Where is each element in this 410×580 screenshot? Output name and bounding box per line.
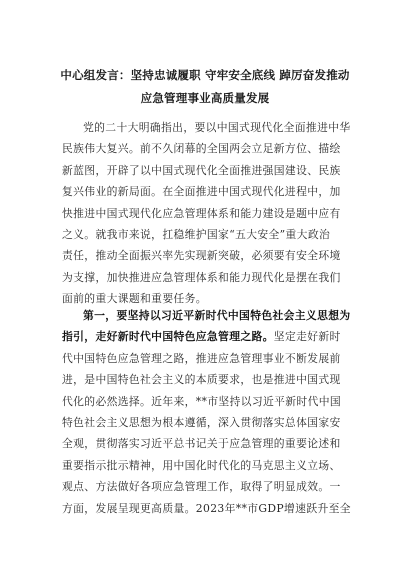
paragraph-line: 代中国特色应急管理之路，推进应急管理事业不断发展前 (62, 351, 341, 365)
paragraph-line: 责任，推动全面振兴率先实现新突破，必须要有安全环境 (62, 249, 341, 263)
paragraph-line (62, 326, 362, 347)
paragraph-line: 快推进中国式现代化应急管理体系和能力建设是题中应有 (62, 206, 341, 220)
paragraph-line: 为支撑，加快推进应急管理体系和能力现代化是摆在我们 (62, 270, 341, 284)
paragraph-line: 方面，发展呈现更高质量。2023年**市GDP增速跃升至全 (62, 501, 351, 515)
paragraph-line: 代化的必然选择。近年来，**市坚持以习近平新时代中国 (62, 394, 342, 408)
paragraph-line: 复兴伟业的新局面。在全面推进中国式现代化进程中，加 (62, 185, 341, 199)
paragraph-line: 特色社会主义思想为根本遵循，深入贯彻落实总体国家安 (62, 415, 341, 429)
paragraph-line: 之义。就我市来说，扛稳维护国家“五大安全”重大政治 (62, 227, 331, 241)
paragraph-line: 新蓝图，开辟了以中国式现代化全面推进强国建设、民族 (62, 163, 341, 177)
paragraph-line: 民族伟大复兴。前不久闭幕的全国两会立足新方位、描绘 (62, 142, 341, 156)
document-title-line2: 应急管理事业高质量发展 (140, 91, 270, 105)
section-heading-line2: 指引，走好新时代中国特色应急管理之路。 (62, 330, 274, 344)
paragraph-line: 观点、方法做好各项应急管理工作，取得了明显成效。一 (62, 480, 341, 494)
paragraph-line: 全观，贯彻落实习近平总书记关于应急管理的重要论述和 (62, 437, 341, 451)
document-title-line1: 中心组发言：坚持忠诚履职 守牢安全底线 踔厉奋发推动 (60, 68, 350, 82)
paragraph-intro (62, 117, 362, 310)
paragraph-line: 进，是中国特色社会主义的本质要求，也是推进中国式现 (62, 373, 341, 387)
section-heading-line1: 第一，要坚持以习近平新时代中国特色社会主义思想为 (83, 309, 351, 322)
paragraph-line: 面前的重大课题和重要任务。 (62, 292, 207, 306)
paragraph-line: 党的二十大明确指出，要以中国式现代化全面推进中华 (83, 121, 351, 134)
paragraph-first-point (62, 305, 362, 519)
paragraph-text: 坚定走好新时 (273, 330, 341, 344)
paragraph-line: 重要指示批示精神，用中国化时代化的马克思主义立场、 (62, 458, 341, 472)
